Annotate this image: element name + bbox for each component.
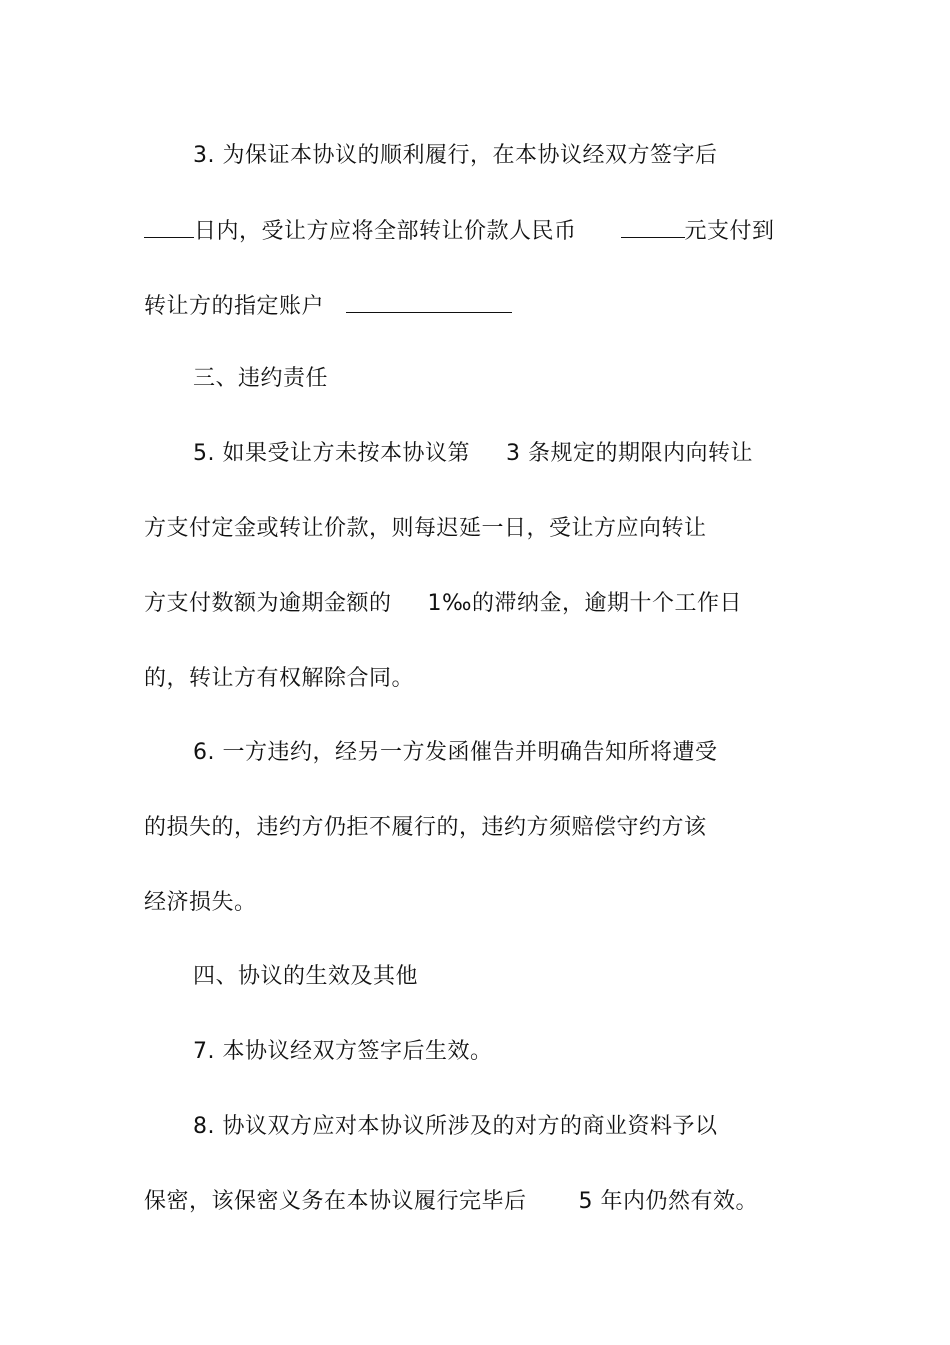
text: 日内，受让方应将全部转让价款人民币	[194, 219, 577, 244]
clause-5-line-4	[144, 664, 414, 694]
clause-7-line-1	[193, 1037, 492, 1067]
text: 3 条规定的期限内向转让	[505, 441, 753, 466]
text: 8. 协议双方应对本协议所涉及的对方的商业资料予以	[193, 1114, 718, 1139]
text: 5 年内仍然有效。	[578, 1189, 759, 1214]
text: 的损失的，违约方仍拒不履行的，违约方须赔偿守约方该	[144, 815, 707, 840]
text: 方支付定金或转让价款，则每迟延一日，受让方应向转让	[144, 516, 707, 541]
clause-5-line-3	[144, 589, 742, 619]
text: 方支付数额为逾期金额的	[144, 591, 392, 616]
text: 三、违约责任	[193, 366, 329, 391]
text: 保密，该保密义务在本协议履行完毕后	[144, 1189, 527, 1214]
amount-blank	[621, 215, 685, 238]
clause-8-line-1	[193, 1112, 718, 1142]
text: 四、协议的生效及其他	[193, 964, 419, 989]
account-blank	[346, 290, 512, 313]
text: 6. 一方违约，经另一方发函催告并明确告知所将遭受	[193, 740, 718, 765]
clause-6-line-2	[144, 813, 707, 843]
text: 7. 本协议经双方签字后生效。	[193, 1039, 493, 1064]
text: 1‰的滞纳金，逾期十个工作日	[427, 591, 743, 616]
clause-6-line-3	[144, 888, 257, 918]
text: 转让方的指定账户	[144, 294, 325, 319]
text: 经济损失。	[144, 890, 257, 915]
text: 5. 如果受让方未按本协议第	[193, 441, 470, 466]
clause-8-line-2	[144, 1187, 758, 1217]
text: 3. 为保证本协议的顺利履行，在本协议经双方签字后	[193, 143, 718, 168]
clause-3-line-3	[144, 290, 512, 322]
text: 元支付到	[684, 219, 775, 244]
clause-3-line-2	[144, 215, 775, 247]
section-4-heading	[193, 962, 418, 992]
days-blank	[144, 215, 194, 238]
section-3-heading	[193, 364, 328, 394]
clause-3-line-1	[193, 141, 718, 171]
clause-5-line-1	[193, 439, 753, 469]
clause-5-line-2	[144, 514, 707, 544]
clause-6-line-1	[193, 738, 718, 768]
text: 的，转让方有权解除合同。	[144, 666, 415, 691]
